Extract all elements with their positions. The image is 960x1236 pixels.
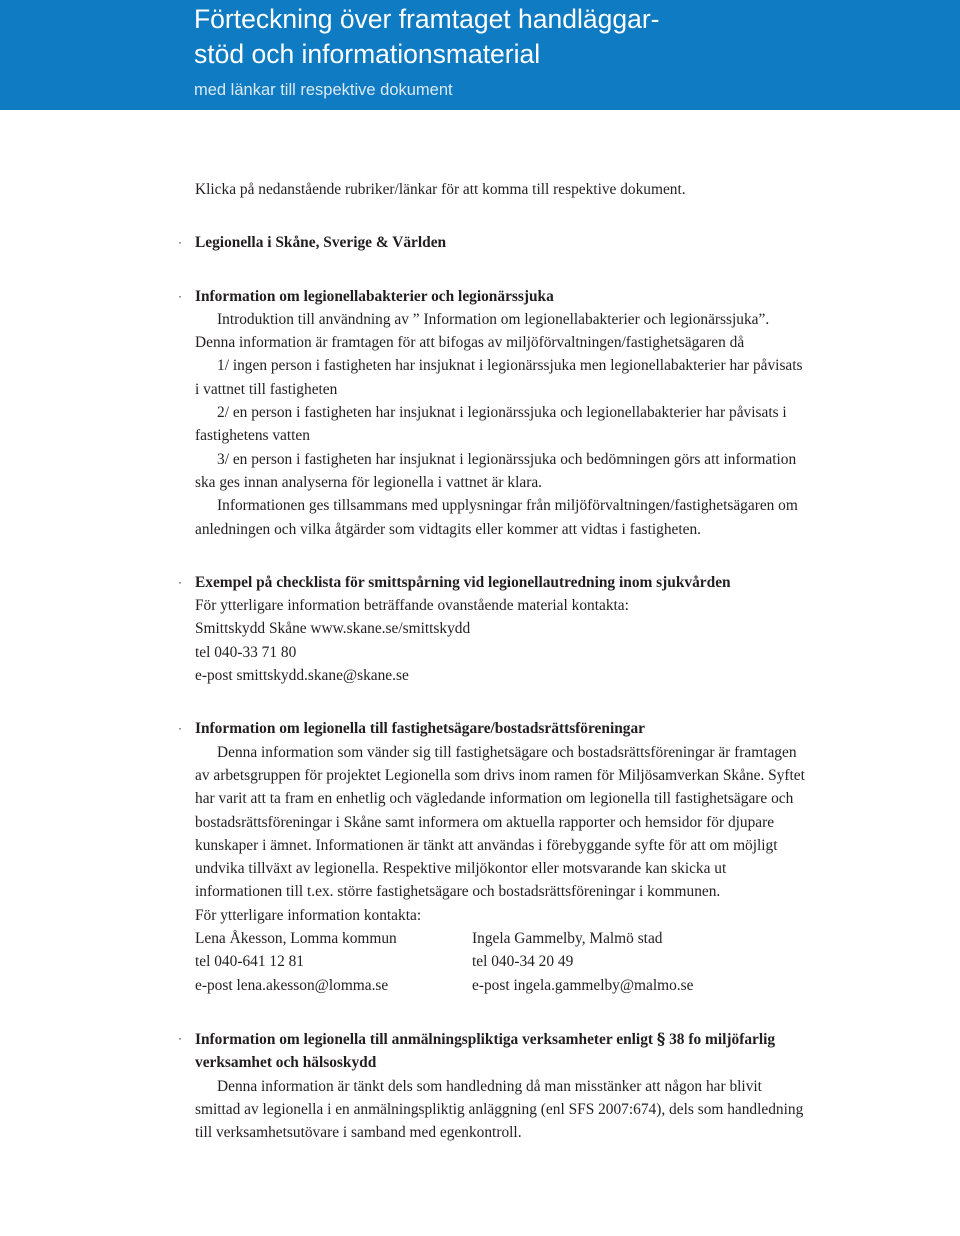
contact-right-phone: tel 040-34 20 49	[472, 953, 574, 971]
checklist-contact-phone: tel 040-33 71 80	[195, 643, 297, 661]
contact-right-email: e-post ingela.gammelby@malmo.se	[472, 976, 694, 994]
bullet-icon: ·	[178, 1030, 182, 1045]
heading-part-1: Information om legionella till anmälningspliktiga verksamheter enligt	[195, 1030, 657, 1048]
list-item-property-owners	[178, 717, 805, 997]
notifiable-operations-paragraph: Denna information är tänkt dels som handledning då man misstänker att någon har blivit smittad av legionella i en anmälningspliktig anläggning (enl SFS 2007:674), dels som handledning till verksamhetsutövare i samband med egenkontroll.	[195, 1077, 804, 1142]
list-item-notifiable-operations	[178, 1027, 805, 1144]
checklist-contact-intro: För ytterligare information beträffande ovanstående material kontakta:	[195, 597, 629, 615]
bullet-icon: ·	[178, 288, 182, 303]
link-checklist[interactable]: Exempel på checklista för smittspårning vid legionellautredning inom sjukvården	[195, 573, 731, 591]
bullet-icon: ·	[178, 721, 182, 736]
info-case-2: 2/ en person i fastigheten har insjuknat i legionärssjuka och legionellabakterier har påvisats i fastighetens vatten	[195, 404, 787, 445]
contact-left-name: Lena Åkesson, Lomma kommun	[195, 930, 397, 948]
intro-text: Klicka på nedanstående rubriker/länkar för att komma till respektive dokument.	[195, 181, 686, 198]
section-sign: §	[656, 1028, 666, 1048]
contact-grid	[195, 927, 805, 997]
info-case-1: 1/ ingen person i fastigheten har insjuknat i legionärssjuka men legionellabakterier har påvisats i vattnet till fastigheten	[195, 357, 803, 398]
page-title-line-2: stöd och informationsmaterial	[194, 39, 541, 69]
contact-right-name: Ingela Gammelby, Malmö stad	[472, 930, 663, 948]
info-case-3: 3/ en person i fastigheten har insjuknat i legionärssjuka och bedömningen görs att information ska ges innan analyserna för legionella i vattnet är klara.	[195, 450, 797, 491]
page-title-line-1: Förteckning över framtaget handläggar-	[194, 4, 660, 34]
header-banner	[0, 0, 960, 110]
bullet-icon: ·	[178, 574, 182, 589]
checklist-contact-email: e-post smittskydd.skane@skane.se	[195, 667, 409, 685]
checklist-contact-org: Smittskydd Skåne www.skane.se/smittskydd	[195, 620, 471, 638]
info-closing-paragraph: Informationen ges tillsammans med upplysningar från miljöförvaltningen/fastighetsägaren om anledningen och vilka åtgärder som vidtagits eller kommer att vidtas i fastigheten.	[195, 497, 798, 538]
bullet-icon: ·	[178, 235, 182, 250]
list-item-legionella-region	[178, 231, 805, 254]
list-item-checklist	[178, 571, 805, 687]
property-owners-paragraph: Denna information som vänder sig till fastighetsägare och bostadsrättsföreningar är framtagen av arbetsgruppen för projektet Legionella som drivs inom ramen för Miljösamverkan Skåne. Syftet har varit att ta fram en enhetlig och vägledande information om legionella till fastighetsägare och bostadsrättsföreningar i Skåne samt informera om aktuella rapporter och hemsidor för djupare kunskaper i ämnet. Informationen är tänkt att användas i förebyggande syfte för att om möjligt undvika tillväxt av legionella. Respektive miljökontor eller motsvarande kan skicka ut informationen till t.ex. större fastighetsägare och bostadsrättsföreningar i kommunen.	[195, 743, 805, 901]
link-legionella-region[interactable]: Legionella i Skåne, Sverige & Världen	[195, 234, 447, 252]
link-legionella-info[interactable]: Information om legionellabakterier och legionärssjuka	[195, 287, 554, 305]
heading-part-2: 38 fo miljöfarlig verksamhet och hälsoskydd	[195, 1030, 776, 1072]
page-subtitle: med länkar till respektive dokument	[194, 81, 453, 99]
link-property-owners[interactable]: Information om legionella till fastighetsägare/bostadsrättsföreningar	[195, 720, 646, 738]
contact-left-email: e-post lena.akesson@lomma.se	[195, 976, 389, 994]
info-intro-paragraph: Introduktion till användning av ” Information om legionellabakterier och legionärssjuka”. Denna information är framtagen för att bifogas av miljöförvaltningen/fastighetsägaren då	[195, 310, 770, 352]
document-body	[178, 178, 805, 1144]
contact-left-phone: tel 040-641 12 81	[195, 953, 305, 971]
list-item-legionella-info	[178, 285, 805, 541]
property-owners-contact-intro: För ytterligare information kontakta:	[195, 906, 422, 924]
page-title	[194, 2, 814, 72]
link-notifiable-operations[interactable]	[195, 1028, 776, 1072]
